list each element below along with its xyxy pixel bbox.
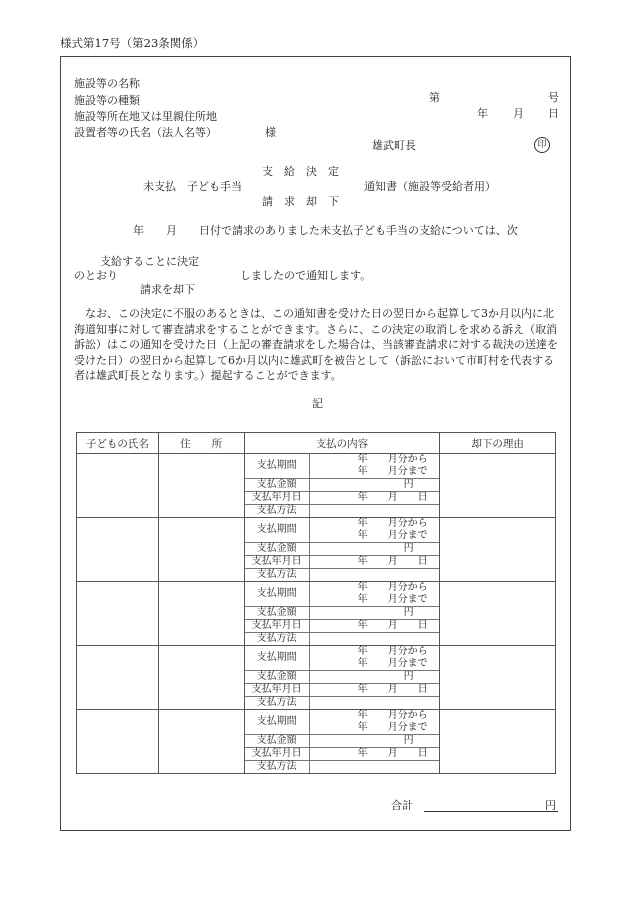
body-line1: 年 月 日付で請求のありました未支払子ども手当の支給については、次 (133, 224, 518, 237)
date-label: 支払年月日 (245, 748, 310, 761)
total-underline (424, 811, 558, 812)
period-to: 年 月分まで (357, 530, 428, 541)
period-value[interactable] (309, 518, 439, 543)
period-label: 支払期間 (245, 518, 310, 543)
period-to: 年 月分まで (357, 658, 428, 669)
period-from: 年 月分から (357, 518, 428, 529)
sama-suffix: 様 (265, 126, 276, 139)
amount-value[interactable] (309, 607, 439, 620)
table-row (77, 518, 556, 582)
period-from: 年 月分から (357, 646, 428, 657)
date-value[interactable] (309, 556, 439, 569)
amount-value[interactable] (309, 735, 439, 748)
header-child-name: 子どもの氏名 (77, 433, 159, 454)
payment-content-cell (244, 582, 440, 646)
table-row (77, 710, 556, 774)
table-row (77, 646, 556, 710)
amount-value[interactable] (309, 543, 439, 556)
amount-yen: 円 (403, 543, 414, 554)
title-option-reject: 請 求 却 下 (262, 195, 339, 208)
reject-reason-cell[interactable] (440, 518, 556, 582)
period-label: 支払期間 (245, 646, 310, 671)
mayor-title: 雄武町長 (372, 139, 416, 152)
amount-label: 支払金額 (245, 671, 310, 684)
date-value[interactable] (309, 492, 439, 505)
reject-reason-cell[interactable] (440, 646, 556, 710)
amount-yen: 円 (403, 479, 414, 490)
title-option-decision: 支 給 決 定 (262, 165, 339, 178)
body-suffix: しましたので通知します。 (240, 269, 372, 282)
body-option-reject: 請求を却下 (140, 283, 195, 296)
method-label: 支払方法 (245, 505, 310, 518)
period-value[interactable] (309, 646, 439, 671)
document-number-dai: 第 (429, 91, 440, 104)
payment-content-cell (244, 710, 440, 774)
amount-yen: 円 (403, 671, 414, 682)
date-ymd: 年 月 日 (357, 620, 428, 631)
amount-yen: 円 (403, 735, 414, 746)
date-value[interactable] (309, 620, 439, 633)
period-value[interactable] (309, 454, 439, 479)
facility-name-label: 施設等の名称 (74, 77, 140, 90)
method-value[interactable] (309, 633, 439, 646)
body-option-pay: 支給することに決定 (100, 255, 199, 268)
total-yen: 円 (545, 799, 556, 812)
date-ymd: 年 月 日 (357, 748, 428, 759)
method-value[interactable] (309, 761, 439, 774)
child-name-cell[interactable] (77, 710, 159, 774)
date-year: 年 (477, 107, 488, 120)
address-cell[interactable] (158, 710, 244, 774)
date-value[interactable] (309, 684, 439, 697)
method-label: 支払方法 (245, 633, 310, 646)
period-from: 年 月分から (357, 454, 428, 465)
date-label: 支払年月日 (245, 684, 310, 697)
amount-value[interactable] (309, 671, 439, 684)
child-name-cell[interactable] (77, 454, 159, 518)
payment-table (76, 432, 556, 774)
ki-label: 記 (312, 397, 323, 410)
payment-content-cell (244, 518, 440, 582)
address-cell[interactable] (158, 582, 244, 646)
reject-reason-cell[interactable] (440, 454, 556, 518)
period-value[interactable] (309, 582, 439, 607)
title-right: 通知書（施設等受給者用） (364, 180, 496, 193)
founder-name-label: 設置者等の氏名（法人名等） (74, 126, 217, 139)
date-label: 支払年月日 (245, 620, 310, 633)
facility-type-label: 施設等の種類 (74, 94, 140, 107)
address-cell[interactable] (158, 454, 244, 518)
reject-reason-cell[interactable] (440, 710, 556, 774)
period-from: 年 月分から (357, 710, 428, 721)
payment-content-cell (244, 646, 440, 710)
appeal-notice: なお、この決定に不服のあるときは、この通知書を受けた日の翌日から起算して3か月以内に北海道知事に対して審査請求をすることができます。さらに、この決定の取消しを求める訴え（取消訴訟）はこの通知を受けた日（上記の審査請求をした場合は、当該審査請求に対する裁決の送達を受けた日）の翌日から起算して6か月以内に雄武町を被告として（訴訟において市町村を代表する者は雄武町長となります。）提起することができます。 (74, 307, 558, 382)
amount-label: 支払金額 (245, 543, 310, 556)
method-label: 支払方法 (245, 697, 310, 710)
period-to: 年 月分まで (357, 466, 428, 477)
date-month: 月 (513, 107, 524, 120)
amount-label: 支払金額 (245, 607, 310, 620)
header-reject-reason: 却下の理由 (440, 433, 556, 454)
document-number-go: 号 (548, 91, 559, 104)
address-cell[interactable] (158, 646, 244, 710)
method-label: 支払方法 (245, 761, 310, 774)
child-name-cell[interactable] (77, 518, 159, 582)
date-value[interactable] (309, 748, 439, 761)
method-value[interactable] (309, 569, 439, 582)
amount-label: 支払金額 (245, 735, 310, 748)
amount-label: 支払金額 (245, 479, 310, 492)
period-label: 支払期間 (245, 454, 310, 479)
payment-content-cell (244, 454, 440, 518)
form-id: 様式第17号（第23条関係） (60, 36, 205, 50)
period-value[interactable] (309, 710, 439, 735)
table-row (77, 454, 556, 518)
method-value[interactable] (309, 505, 439, 518)
method-label: 支払方法 (245, 569, 310, 582)
amount-yen: 円 (403, 607, 414, 618)
period-to: 年 月分まで (357, 594, 428, 605)
period-to: 年 月分まで (357, 722, 428, 733)
period-from: 年 月分から (357, 582, 428, 593)
title-left: 未支払 子ども手当 (143, 180, 242, 193)
method-value[interactable] (309, 697, 439, 710)
facility-address-label: 施設等所在地又は里親住所地 (74, 110, 217, 123)
date-ymd: 年 月 日 (357, 556, 428, 567)
date-day: 日 (548, 107, 559, 120)
date-label: 支払年月日 (245, 492, 310, 505)
child-name-cell[interactable] (77, 582, 159, 646)
header-payment-content: 支払の内容 (244, 433, 440, 454)
reject-reason-cell[interactable] (440, 582, 556, 646)
period-label: 支払期間 (245, 710, 310, 735)
amount-value[interactable] (309, 479, 439, 492)
seal-mark: 印 (534, 137, 550, 153)
header-address: 住 所 (158, 433, 244, 454)
total-label: 合計 (391, 799, 413, 812)
date-ymd: 年 月 日 (357, 492, 428, 503)
date-ymd: 年 月 日 (357, 684, 428, 695)
date-label: 支払年月日 (245, 556, 310, 569)
address-cell[interactable] (158, 518, 244, 582)
child-name-cell[interactable] (77, 646, 159, 710)
body-prefix: のとおり (74, 269, 118, 282)
table-row (77, 582, 556, 646)
period-label: 支払期間 (245, 582, 310, 607)
